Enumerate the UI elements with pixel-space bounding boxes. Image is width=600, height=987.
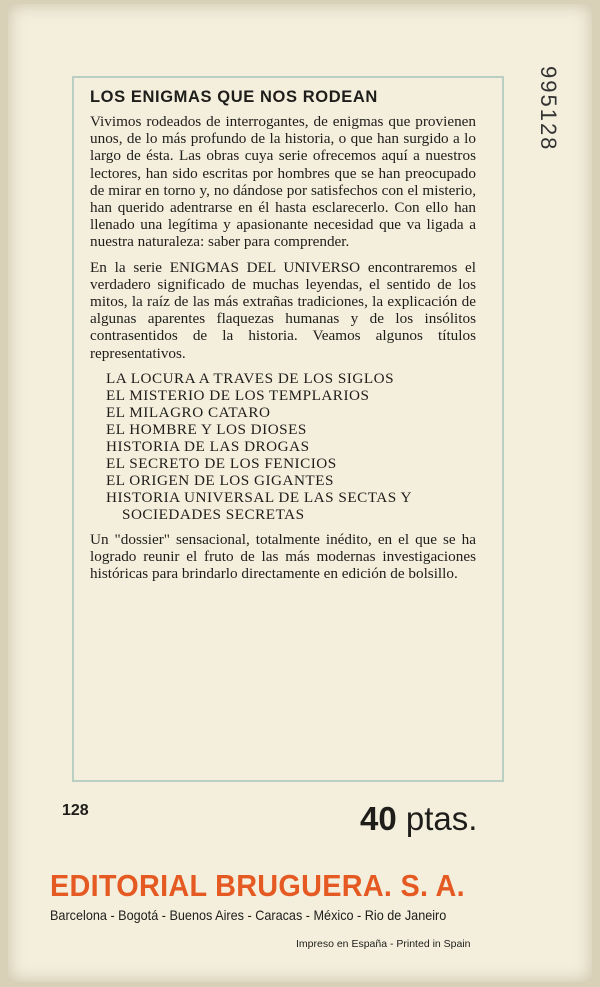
- list-item: HISTORIA UNIVERSAL DE LAS SECTAS Y SOCIEDADES SECRETAS: [106, 488, 412, 523]
- list-item: LA LOCURA A TRAVES DE LOS SIGLOS: [106, 369, 395, 387]
- blurb-paragraph-1: Vivimos rodeados de interrogantes, de enigmas que provienen unos, de lo más profundo de la historia, o que han surgido a lo largo de ésta. Las obras cuya serie ofrecemos aquí a nuestros lectores, han sido escritas por hombres que se han preocupado de mirar en torno y, no dándose por satisfechos con el misterio, han querido adentrarse en él hasta esclarecerlo. Con ello han llenado una legítima y apasionante necesidad que va ligada a nuestra naturaleza: saber para comprender.: [90, 113, 476, 251]
- list-item: EL MISTERIO DE LOS TEMPLARIOS: [106, 386, 370, 404]
- series-number: 128: [62, 802, 89, 819]
- blurb-paragraph-3: Un "dossier" sensacional, totalmente inédito, en el que se ha logrado reunir el fruto de las más modernas investigaciones históricas para brindarlo directamente en edición de bolsillo.: [90, 530, 476, 583]
- imprint-line: Impreso en España - Printed in Spain: [296, 938, 471, 950]
- publisher-name: EDITORIAL BRUGUERA. S. A.: [50, 868, 465, 903]
- list-item: EL MILAGRO CATARO: [106, 403, 271, 421]
- list-item: EL SECRETO DE LOS FENICIOS: [106, 454, 337, 472]
- blurb-heading: LOS ENIGMAS QUE NOS RODEAN: [90, 88, 378, 106]
- price-amount: 40: [360, 800, 397, 837]
- blurb-paragraph-2: En la serie ENIGMAS DEL UNIVERSO encontraremos el verdadero significado de muchas leyendas, el sentido de los mitos, la raíz de las más extrañas tradiciones, la explicación de algunas aparentes flaquezas humanas y de los insólitos contrasentidos de la historia. Veamos algunos títulos representativos.: [90, 258, 476, 362]
- blurb: [90, 88, 476, 590]
- catalog-code: 995128: [536, 66, 561, 152]
- price-unit: ptas.: [405, 800, 478, 837]
- list-item: HISTORIA DE LAS DROGAS: [106, 437, 310, 455]
- list-item: EL HOMBRE Y LOS DIOSES: [106, 420, 307, 438]
- list-item: EL ORIGEN DE LOS GIGANTES: [106, 471, 334, 489]
- title-list: [106, 370, 476, 523]
- price: [360, 800, 477, 838]
- publisher-cities: Barcelona - Bogotá - Buenos Aires - Caracas - México - Rio de Janeiro: [50, 908, 447, 923]
